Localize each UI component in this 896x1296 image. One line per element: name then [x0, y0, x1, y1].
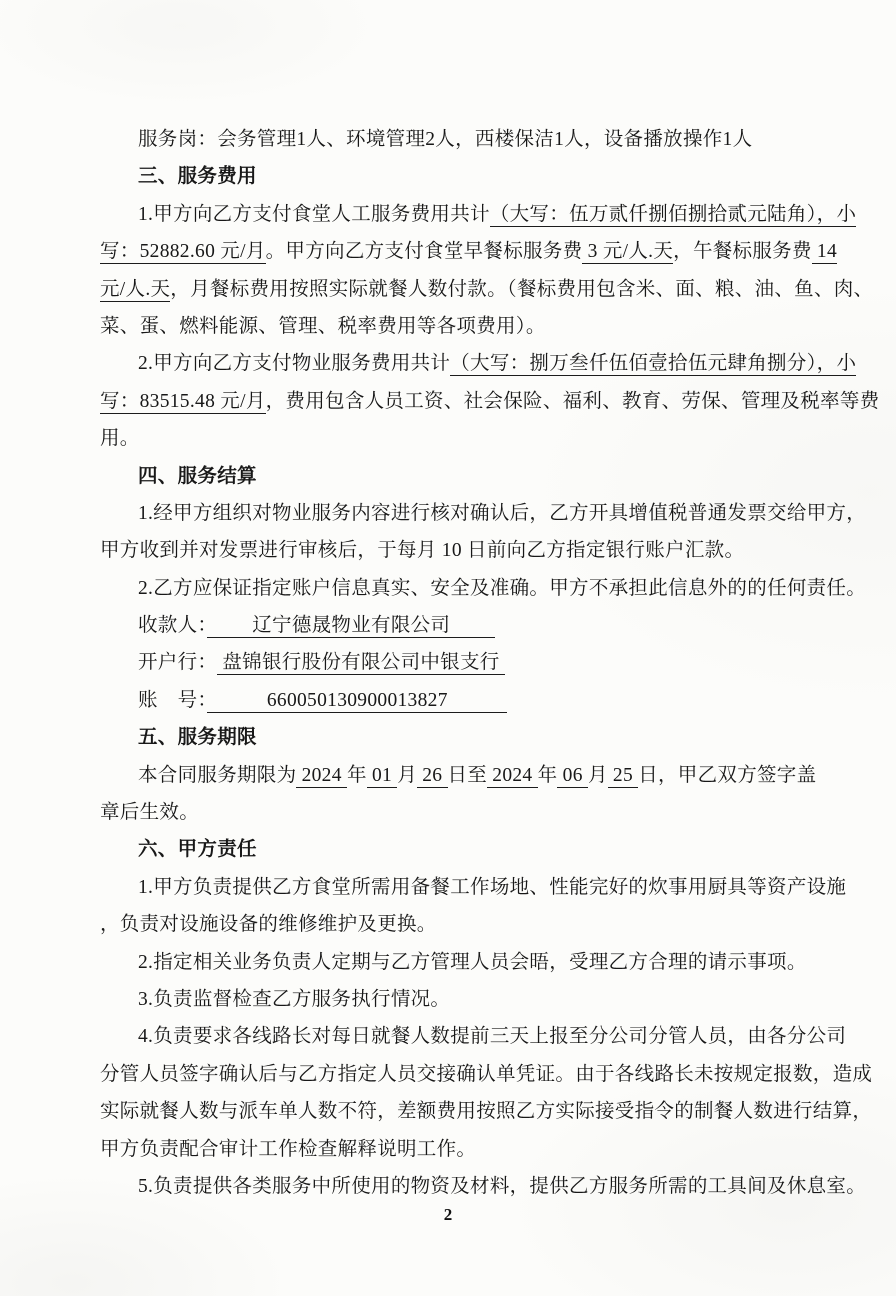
text-segment: 日，甲乙双方签字盖 [638, 764, 817, 786]
underlined-text-segment: 14 [811, 241, 838, 263]
document-line [100, 196, 857, 233]
document-line [100, 121, 816, 158]
document-line [100, 757, 816, 794]
text-segment: 1.甲方向乙方支付食堂人工服务费用共计 [138, 203, 490, 225]
text-segment: 4.负责要求各线路长对每日就餐人数提前三天上报至分公司分管人员，由各分公司 [138, 1026, 847, 1048]
document-line [100, 570, 867, 607]
text-segment: 2.乙方应保证指定账户信息真实、安全及准确。甲方不承担此信息外的的任何责任。 [138, 577, 867, 599]
text-segment: 账 号： [138, 689, 208, 711]
text-segment: 服务岗：会务管理1人、环境管理2人，西楼保洁1人，设备播放操作1人 [138, 129, 753, 150]
document-line [100, 682, 816, 719]
document-line [100, 345, 857, 382]
underlined-text-segment: 3 元/人.天 [582, 241, 674, 263]
text-segment: 1.经甲方组织对物业服务内容进行核对确认后，乙方开具增值税普通发票交给甲方， [138, 502, 867, 524]
document-line [100, 607, 816, 644]
text-segment: 五、服务期限 [138, 727, 257, 749]
underlined-text-segment: 06 [557, 764, 588, 786]
document-line [100, 1168, 867, 1205]
text-segment: 菜、蛋、燃料能源、管理、税率费用等各项费用）。 [100, 315, 546, 337]
document-line [100, 869, 847, 906]
text-segment: 1.甲方负责提供乙方食堂所需用备餐工作场地、性能完好的炊事用厨具等资产设施 [138, 876, 847, 898]
underlined-text-segment: 元/人.天 [100, 278, 171, 300]
text-segment: 月 [587, 764, 608, 786]
text-segment: 本合同服务期限为 [138, 764, 297, 786]
underlined-text-segment: 辽宁德晟物业有限公司 [207, 615, 496, 637]
underlined-text-segment: （大写：捌万叁仟伍佰壹拾伍元肆角捌分），小 [450, 353, 857, 375]
text-segment: ，负责对设施设备的维修维护及更换。 [100, 914, 437, 936]
underlined-text-segment: 写：83515.48 元/月 [100, 390, 266, 412]
text-segment: 日至 [447, 764, 488, 786]
document-line [100, 1056, 873, 1093]
text-segment: 用。 [100, 428, 140, 450]
text-segment: 章后生效。 [100, 802, 200, 824]
document-line [100, 944, 816, 981]
section-heading [100, 831, 816, 868]
document-line [100, 644, 816, 681]
text-segment: 开户行： [138, 652, 218, 674]
text-segment: 2.指定相关业务负责人定期与乙方管理人员会晤，受理乙方合理的请示事项。 [138, 951, 807, 973]
document-line [100, 532, 816, 569]
underlined-text-segment: 2024 [296, 764, 347, 786]
document-line [100, 495, 867, 532]
document-line [100, 981, 816, 1018]
text-segment: 四、服务结算 [138, 465, 257, 487]
document-line [100, 233, 838, 270]
text-segment: 年 [537, 764, 558, 786]
text-segment: 三、服务费用 [138, 166, 257, 188]
text-segment: 3.负责监督检查乙方服务执行情况。 [138, 988, 451, 1010]
document-body [100, 121, 880, 1205]
text-segment: ，午餐标服务费 [673, 241, 812, 263]
text-segment: 年 [346, 764, 367, 786]
document-line [100, 420, 816, 457]
text-segment: 月 [397, 764, 418, 786]
text-segment: 5.负责提供各类服务中所使用的物资及材料，提供乙方服务所需的工具间及休息室。 [138, 1175, 867, 1197]
text-segment: 甲方负责配合审计工作检查解释说明工作。 [100, 1138, 477, 1160]
document-line [100, 794, 816, 831]
underlined-text-segment: 写：52882.60 元/月 [100, 241, 266, 263]
underlined-text-segment: 01 [366, 764, 398, 786]
underlined-text-segment: 660050130900013827 [207, 689, 508, 711]
text-segment: 。甲方向乙方支付食堂早餐标服务费 [265, 241, 583, 263]
underlined-text-segment: 25 [607, 764, 639, 786]
text-segment: ，费用包含人员工资、社会保险、福利、教育、劳保、管理及税率等费 [265, 390, 880, 412]
text-segment: 分管人员签字确认后与乙方指定人员交接确认单凭证。由于各线路长未按规定报数，造成 [100, 1063, 873, 1085]
document-line [100, 383, 880, 420]
underlined-text-segment: 26 [417, 764, 448, 786]
document-line [100, 1131, 816, 1168]
text-segment: 甲方收到并对发票进行审核后，于每月 10 日前向乙方指定银行账户汇款。 [100, 540, 745, 562]
underlined-text-segment: （大写：伍万贰仟捌佰捌拾贰元陆角），小 [489, 203, 857, 225]
section-heading [100, 458, 816, 495]
text-segment: 收款人： [138, 615, 208, 637]
document-line [100, 906, 816, 943]
document-line [100, 271, 874, 308]
document-line [100, 1093, 873, 1130]
section-heading [100, 719, 816, 756]
document-line [100, 308, 816, 345]
text-segment: 2.甲方向乙方支付物业服务费用共计 [138, 353, 451, 375]
underlined-text-segment: 盘锦银行股份有限公司中银支行 [217, 652, 505, 674]
document-line [100, 1018, 847, 1055]
underlined-text-segment: 2024 [487, 764, 538, 786]
text-segment: 六、甲方责任 [138, 839, 257, 861]
section-heading [100, 158, 816, 195]
text-segment: ，月餐标费用按照实际就餐人数付款。（餐标费用包含米、面、粮、油、鱼、肉、 [170, 278, 874, 300]
page-number: 2 [443, 1205, 453, 1224]
text-segment: 实际就餐人数与派车单人数不符，差额费用按照乙方实际接受指令的制餐人数进行结算， [100, 1101, 873, 1123]
